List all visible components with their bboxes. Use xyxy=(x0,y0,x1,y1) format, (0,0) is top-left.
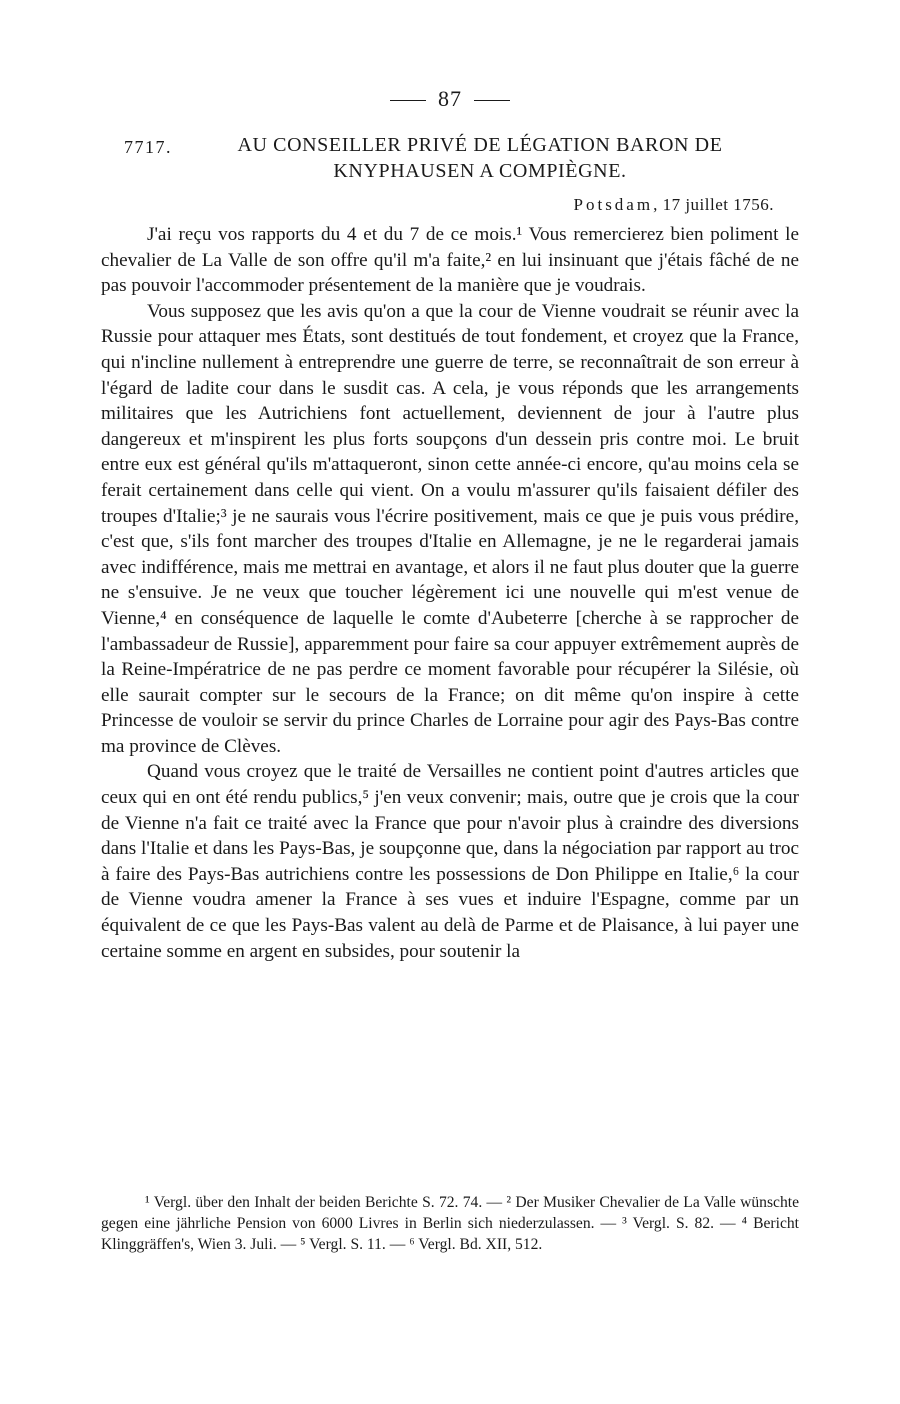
document-heading xyxy=(100,132,800,184)
document-title: AU CONSEILLER PRIVÉ DE LÉGATION BARON DE KNYPHAUSEN A COMPIÈGNE. xyxy=(237,134,723,182)
dateline-date: , 17 juillet 1756. xyxy=(653,195,774,214)
footnotes xyxy=(101,1192,799,1255)
letter-body xyxy=(101,222,799,964)
document-number: 7717. xyxy=(124,137,172,157)
page-number-dash-right xyxy=(474,100,510,101)
page-number xyxy=(0,86,900,112)
page-number-dash-left xyxy=(390,100,426,101)
paragraph-1: J'ai reçu vos rapports du 4 et du 7 de ce mois.¹ Vous remercierez bien poliment le chevalier de La Valle de son offre qu'il m'a faite,² en lui insinuant que j'étais fâché de ne pas pouvoir l'accommoder présentement de la manière que je voudrais. xyxy=(101,224,799,297)
paragraph-2: Vous supposez que les avis qu'on a que la cour de Vienne voudrait se réunir avec la Russie pour attaquer mes États, sont destitués de tout fondement, et croyez que la France, qui n'incline nullement à entreprendre une guerre de terre, se reconnaîtrait de son erreur à l'égard de ladite cour dans le susdit cas. A cela, je vous réponds que les arrangements militaires que les Autrichiens font actuellement, deviennent de jour à l'autre plus dangereux et m'inspirent les plus forts soupçons d'un dessein pris contre moi. Le bruit entre eux est général qu'ils m'attaqueront, sinon cette année-ci encore, qu'au moins cela se ferait certainement dans celle qui vient. On a voulu m'assurer qu'ils faisaient défiler des troupes d'Italie;³ je ne saurais vous l'écrire positivement, mais ce que je puis vous prédire, c'est que, s'ils font marcher des troupes d'Italie en Allemagne, je ne le regarderai jamais avec indifférence, mais me mettrai en avantage, et alors il ne faut plus douter que la guerre ne s'ensuive. Je ne veux que toucher légèrement ici une nouvelle qui m'est venue de Vienne,⁴ en conséquence de laquelle le comte d'Aubeterre [cherche à se rapprocher de l'ambassadeur de Russie], apparemment pour faire sa cour appuyer extrêmement auprès de la Reine-Impératrice de ne pas perdre ce moment favorable pour récupérer la Silésie, où elle saurait compter sur le secours de la France; on dit même qu'on inspire à cette Princesse de vouloir se servir du prince Charles de Lorraine pour agir des Pays-Bas contre ma province de Clèves. xyxy=(101,300,799,757)
dateline-place: Potsdam xyxy=(573,195,654,214)
paragraph-3: Quand vous croyez que le traité de Versailles ne contient point d'autres articles que ceux qui en ont été rendu publics,⁵ j'en veux convenir; mais, outre que je crois que la cour de Vienne n'a fait ce traité avec la France que pour n'avoir plus à craindre des diversions dans l'Italie et dans les Pays-Bas, je soupçonne que, dans la négociation par rapport au troc à faire des Pays-Bas autrichiens contre les possessions de Don Philippe en Italie,⁶ la cour de Vienne voudra amener la France à ses vues et induire l'Espagne, comme par un équivalent de ce que les Pays-Bas valent au delà de Parme et de Plaisance, à lui payer une certaine somme en argent en subsides, pour soutenir la xyxy=(101,761,799,962)
footnotes-text: ¹ Vergl. über den Inhalt der beiden Berichte S. 72. 74. — ² Der Musiker Chevalier de La Valle wünschte gegen eine jährliche Pension von 6000 Livres in Berlin sich niederzulassen. — ³ Vergl. S. 82. — ⁴ Bericht Klinggräffen's, Wien 3. Juli. — ⁵ Vergl. S. 11. — ⁶ Vergl. Bd. XII, 512. xyxy=(101,1194,799,1253)
page-number-text: 87 xyxy=(438,86,462,111)
dateline xyxy=(574,195,774,215)
